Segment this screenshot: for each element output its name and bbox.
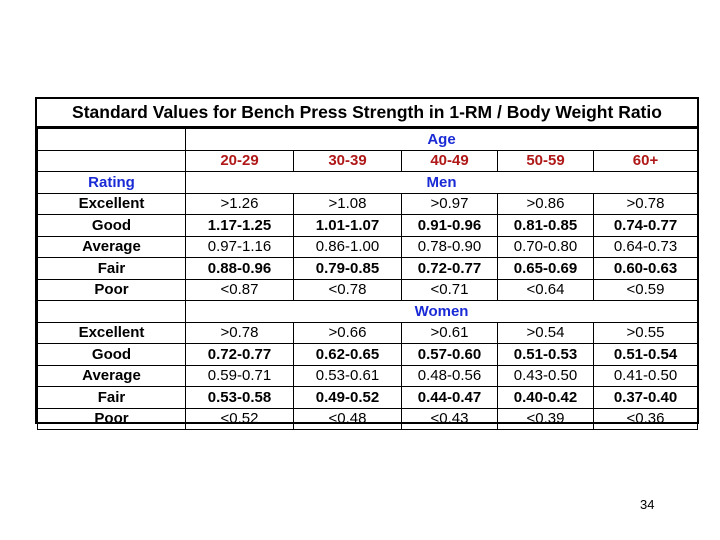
value-cell: <0.52: [186, 408, 294, 430]
age-group-header: 60+: [594, 150, 698, 172]
age-group-header: 20-29: [186, 150, 294, 172]
value-cell: 0.97-1.16: [186, 236, 294, 258]
value-cell: 0.44-0.47: [402, 387, 498, 409]
value-cell: >0.78: [594, 193, 698, 215]
empty-corner-cell: [38, 150, 186, 172]
value-cell: <0.64: [498, 279, 594, 301]
value-cell: <0.78: [294, 279, 402, 301]
value-cell: 0.72-0.77: [186, 344, 294, 366]
value-cell: <0.36: [594, 408, 698, 430]
table-row: [38, 236, 698, 258]
rating-cell: Average: [38, 236, 186, 258]
table-row: [38, 387, 698, 409]
rating-cell: Fair: [38, 258, 186, 280]
value-cell: 0.86-1.00: [294, 236, 402, 258]
value-cell: 0.78-0.90: [402, 236, 498, 258]
value-cell: 0.48-0.56: [402, 365, 498, 387]
women-section-row: [38, 301, 698, 323]
value-cell: 0.88-0.96: [186, 258, 294, 280]
value-cell: 0.81-0.85: [498, 215, 594, 237]
table-title: Standard Values for Bench Press Strength in 1-RM / Body Weight Ratio: [37, 99, 697, 128]
rating-cell: Excellent: [38, 193, 186, 215]
age-group-header: 40-49: [402, 150, 498, 172]
value-cell: <0.59: [594, 279, 698, 301]
value-cell: 0.64-0.73: [594, 236, 698, 258]
table-row: [38, 193, 698, 215]
table-row: [38, 258, 698, 280]
value-cell: 0.70-0.80: [498, 236, 594, 258]
age-header-row: [38, 129, 698, 151]
value-cell: >1.26: [186, 193, 294, 215]
table-row: [38, 322, 698, 344]
value-cell: <0.39: [498, 408, 594, 430]
value-cell: <0.48: [294, 408, 402, 430]
value-cell: 0.79-0.85: [294, 258, 402, 280]
value-cell: 0.59-0.71: [186, 365, 294, 387]
table-row: [38, 279, 698, 301]
rating-cell: Good: [38, 215, 186, 237]
rating-cell: Excellent: [38, 322, 186, 344]
rating-header: Rating: [38, 172, 186, 194]
value-cell: 0.65-0.69: [498, 258, 594, 280]
age-group-header: 50-59: [498, 150, 594, 172]
rating-cell: Poor: [38, 279, 186, 301]
value-cell: 0.60-0.63: [594, 258, 698, 280]
rating-cell: Fair: [38, 387, 186, 409]
value-cell: 1.17-1.25: [186, 215, 294, 237]
bench-press-standards-table: [35, 97, 699, 428]
standards-grid: [37, 128, 698, 430]
value-cell: 0.41-0.50: [594, 365, 698, 387]
value-cell: 0.62-0.65: [294, 344, 402, 366]
value-cell: 0.74-0.77: [594, 215, 698, 237]
women-section-header: Women: [186, 301, 698, 323]
value-cell: 0.51-0.54: [594, 344, 698, 366]
value-cell: <0.87: [186, 279, 294, 301]
value-cell: 0.43-0.50: [498, 365, 594, 387]
value-cell: 0.53-0.58: [186, 387, 294, 409]
table-row: [38, 344, 698, 366]
value-cell: 0.37-0.40: [594, 387, 698, 409]
value-cell: >0.54: [498, 322, 594, 344]
value-cell: <0.71: [402, 279, 498, 301]
value-cell: <0.43: [402, 408, 498, 430]
value-cell: 0.49-0.52: [294, 387, 402, 409]
rating-cell: Good: [38, 344, 186, 366]
age-group-header: 30-39: [294, 150, 402, 172]
table-row: [38, 215, 698, 237]
age-header: Age: [186, 129, 698, 151]
rating-cell: Average: [38, 365, 186, 387]
value-cell: 0.91-0.96: [402, 215, 498, 237]
empty-corner-cell: [38, 301, 186, 323]
value-cell: >0.55: [594, 322, 698, 344]
value-cell: >1.08: [294, 193, 402, 215]
table-row: [38, 408, 698, 430]
value-cell: 0.57-0.60: [402, 344, 498, 366]
value-cell: >0.61: [402, 322, 498, 344]
rating-cell: Poor: [38, 408, 186, 430]
value-cell: >0.78: [186, 322, 294, 344]
table-row: [38, 365, 698, 387]
men-section-header: Men: [186, 172, 698, 194]
page-number: 34: [640, 497, 655, 512]
value-cell: 0.40-0.42: [498, 387, 594, 409]
men-section-row: [38, 172, 698, 194]
empty-corner-cell: [38, 129, 186, 151]
value-cell: 0.51-0.53: [498, 344, 594, 366]
value-cell: 0.72-0.77: [402, 258, 498, 280]
age-groups-row: [38, 150, 698, 172]
value-cell: >0.86: [498, 193, 594, 215]
value-cell: 0.53-0.61: [294, 365, 402, 387]
value-cell: 1.01-1.07: [294, 215, 402, 237]
value-cell: >0.97: [402, 193, 498, 215]
value-cell: >0.66: [294, 322, 402, 344]
